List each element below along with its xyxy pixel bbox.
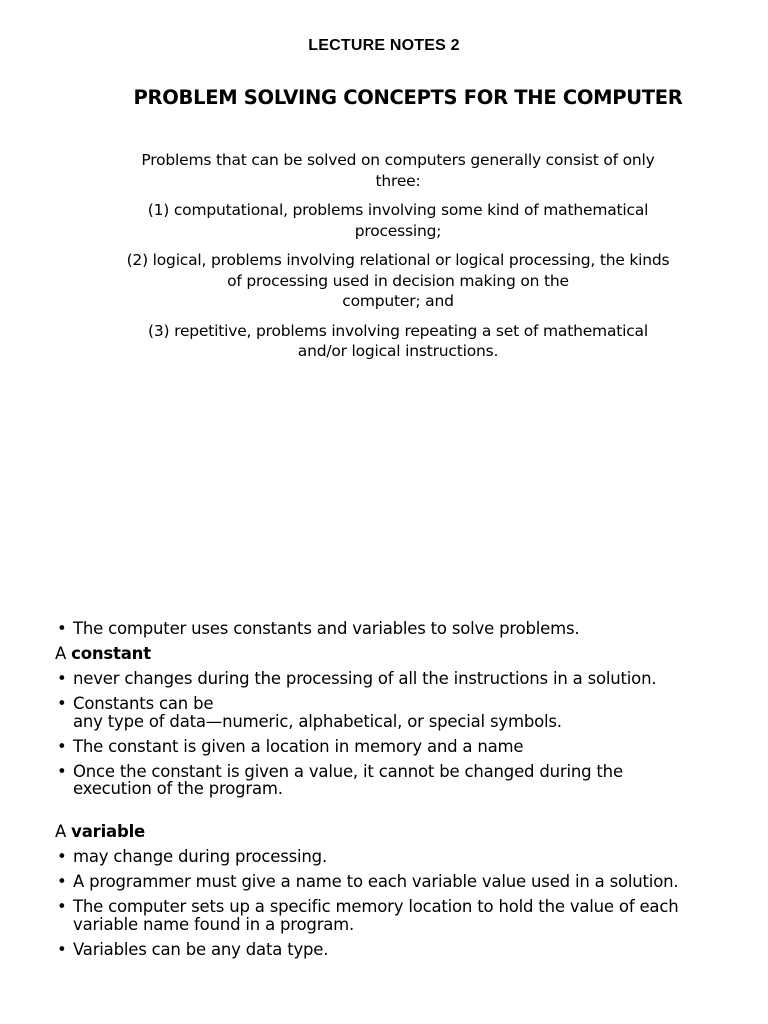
paragraph-line: processing; (354, 221, 442, 240)
constant-prefix: A (55, 644, 67, 663)
intro-paragraph (110, 150, 686, 191)
paragraph-line: and/or logical instructions. (297, 342, 499, 360)
variable-term: variable (71, 822, 146, 841)
list-item (55, 898, 755, 933)
lecture-notes-label: LECTURE NOTES 2 (308, 37, 460, 54)
list-item-line: Constants can be (73, 694, 214, 713)
constant-bullet-list (55, 670, 755, 798)
list-item-line: execution of the program. (73, 779, 283, 798)
section-spacer (55, 805, 755, 823)
paragraph-line: of processing used in decision making on the (227, 271, 569, 290)
list-item: • The computer uses constants and variables to solve problems. (55, 620, 755, 638)
paragraph-line: (2) logical, problems involving relational or logical processing, the kinds (126, 251, 670, 269)
paragraph-line: (3) repetitive, problems involving repeating a set of mathematical (148, 321, 648, 340)
paragraph-line: Problems that can be solved on computers generally consist of only (141, 151, 655, 169)
list-item (55, 848, 755, 866)
paragraph-line: (1) computational, problems involving some kind of mathematical (147, 201, 649, 219)
computational-paragraph (110, 200, 686, 241)
variable-heading (55, 823, 755, 841)
problem-types-text (110, 150, 686, 371)
list-item (55, 670, 755, 688)
list-item-line: variable name found in a program. (73, 914, 355, 934)
list-item-line: Variables can be any data type. (73, 939, 329, 959)
list-item (55, 873, 755, 891)
slide-constants-variables (55, 620, 755, 966)
constant-term: constant (71, 644, 151, 663)
list-item-line: never changes during the processing of all the instructions in a solution. (73, 669, 657, 688)
paragraph-line: three: (375, 171, 421, 190)
list-item (55, 695, 755, 730)
list-item-line: The constant is given a location in memory and a name (73, 736, 524, 756)
list-item (55, 738, 755, 756)
repetitive-paragraph (110, 321, 686, 362)
paragraph-line: computer; and (342, 292, 454, 310)
list-item (55, 763, 755, 798)
variable-prefix: A (55, 822, 67, 841)
list-item-line: The computer sets up a specific memory location to hold the value of each (73, 897, 679, 916)
constant-heading (55, 645, 755, 663)
logical-paragraph (110, 250, 686, 312)
list-item-line: A programmer must give a name to each variable value used in a solution. (73, 872, 679, 891)
page-title: PROBLEM SOLVING CONCEPTS FOR THE COMPUTER (133, 86, 683, 109)
variable-bullet-list (55, 848, 755, 958)
list-item-line: Once the constant is given a value, it cannot be changed during the (73, 761, 623, 781)
list-item (55, 941, 755, 959)
list-item-line: any type of data—numeric, alphabetical, or special symbols. (73, 711, 562, 731)
list-item-line: may change during processing. (73, 847, 328, 866)
intro-bullet-list (55, 620, 755, 638)
